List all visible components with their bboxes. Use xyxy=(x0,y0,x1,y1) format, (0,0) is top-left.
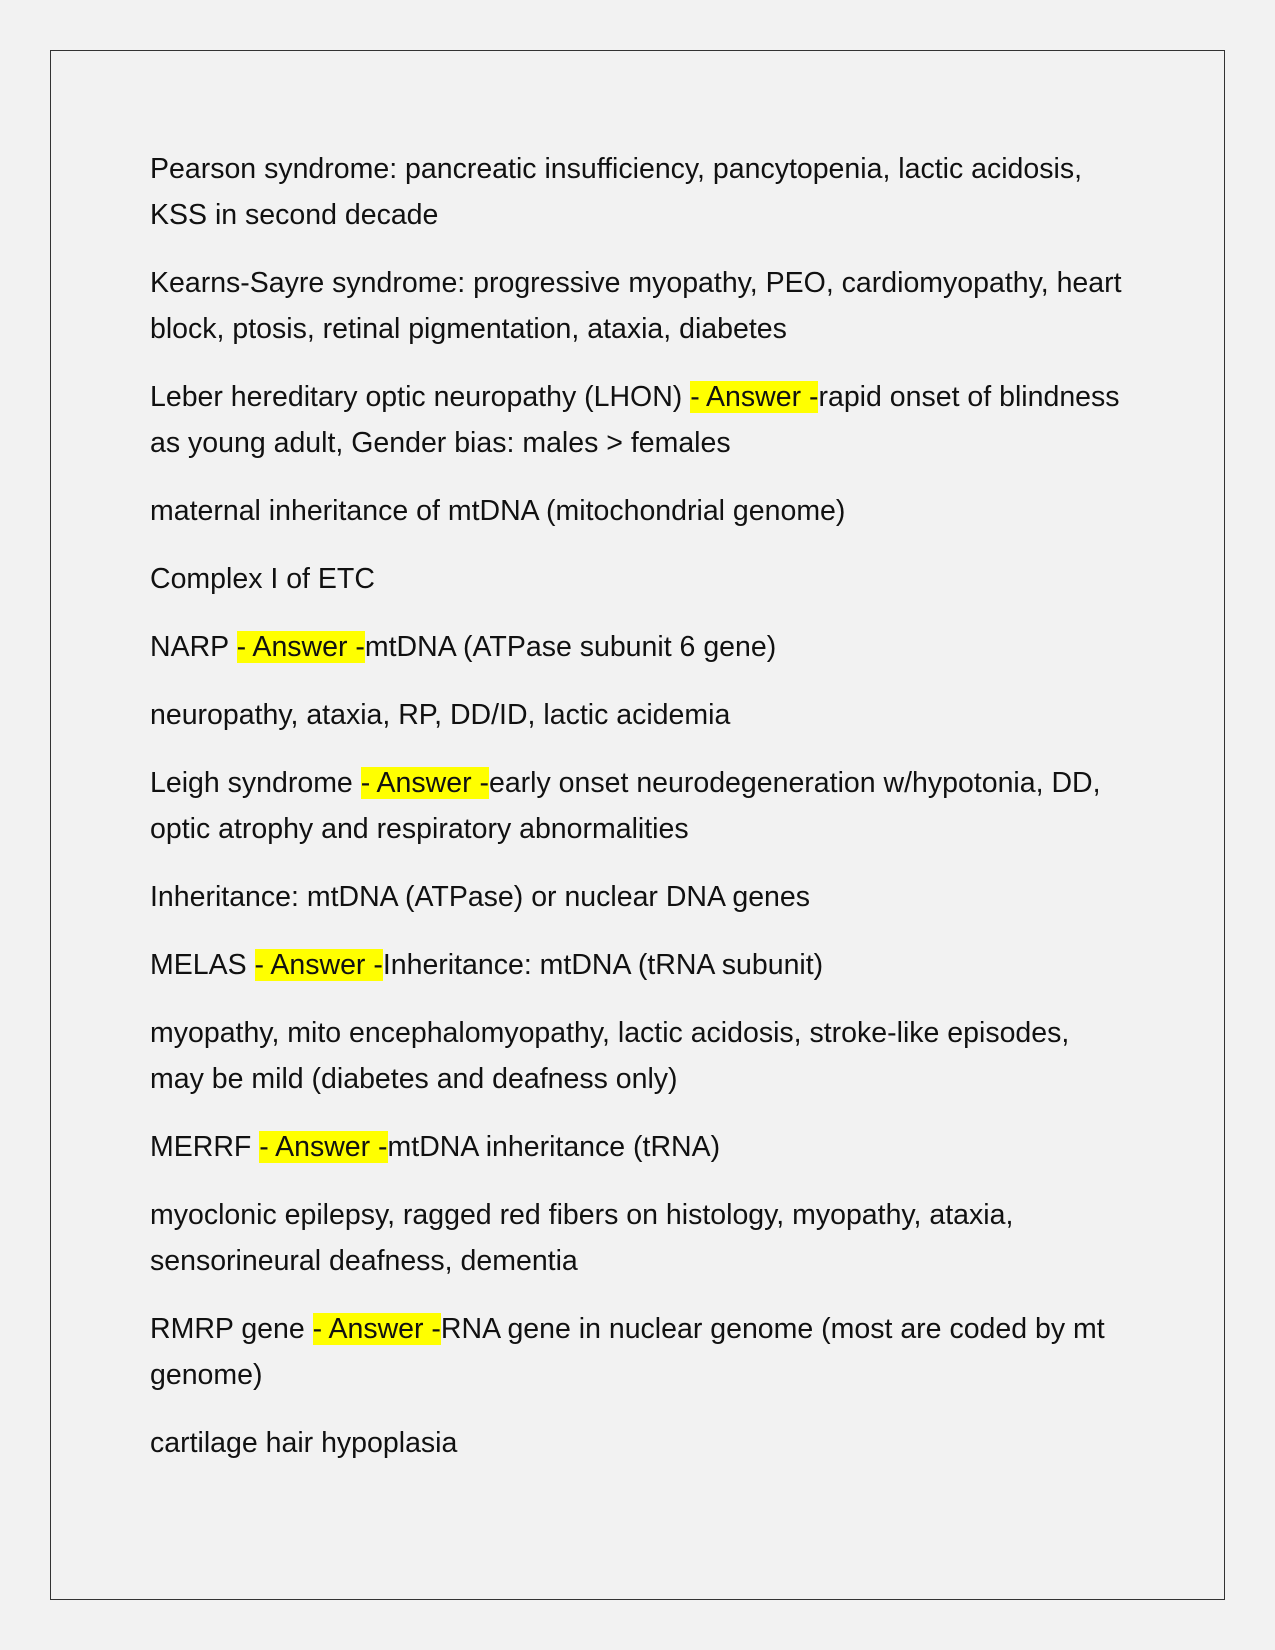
answer-marker-highlight: - Answer - xyxy=(254,949,383,981)
question-term: RMRP gene xyxy=(150,1313,313,1345)
paragraph-text: Kearns-Sayre syndrome: progressive myopathy, PEO, cardiomyopathy, heart block, ptosis, retinal pigmentation, ataxia, diabetes xyxy=(150,267,1122,345)
answer-marker-highlight: - Answer - xyxy=(259,1131,388,1163)
paragraph-text: Inheritance: mtDNA (ATPase) or nuclear DNA genes xyxy=(150,881,811,913)
paragraph-melas-features xyxy=(150,1010,1130,1102)
paragraph-maternal-inheritance xyxy=(150,488,1130,534)
answer-marker-highlight: - Answer - xyxy=(312,1313,441,1345)
paragraph-merrf xyxy=(150,1124,1130,1170)
answer-text: mtDNA (ATPase subunit 6 gene) xyxy=(364,631,777,663)
paragraph-text: Pearson syndrome: pancreatic insufficiency, pancytopenia, lactic acidosis, KSS in second decade xyxy=(150,153,1083,231)
paragraph-narp-features xyxy=(150,692,1130,738)
paragraph-melas xyxy=(150,942,1130,988)
answer-text: Inheritance: mtDNA (tRNA subunit) xyxy=(382,949,824,981)
paragraph-lhon xyxy=(150,374,1130,466)
paragraph-leigh-syndrome xyxy=(150,760,1130,852)
paragraph-pearson-syndrome xyxy=(150,146,1130,238)
paragraph-text: myoclonic epilepsy, ragged red fibers on histology, myopathy, ataxia, sensorineural deafness, dementia xyxy=(150,1199,1014,1277)
answer-marker-highlight: - Answer - xyxy=(236,631,365,663)
paragraph-rmrp-gene xyxy=(150,1306,1130,1398)
answer-marker-highlight: - Answer - xyxy=(360,767,489,799)
answer-text: RNA gene in nuclear genome (most are coded by mt genome) xyxy=(150,1313,1105,1391)
question-term: Leigh syndrome xyxy=(150,767,361,799)
paragraph-text: neuropathy, ataxia, RP, DD/ID, lactic acidemia xyxy=(150,699,731,731)
paragraph-text: myopathy, mito encephalomyopathy, lactic acidosis, stroke-like episodes, may be mild (diabetes and deafness only) xyxy=(150,1017,1070,1095)
question-term: NARP xyxy=(150,631,237,663)
paragraph-text: Complex I of ETC xyxy=(150,563,375,595)
question-term: MELAS xyxy=(150,949,255,981)
answer-marker-highlight: - Answer - xyxy=(690,381,819,413)
answer-text: rapid onset of blindness as young adult, Gender bias: males > females xyxy=(150,381,1120,459)
paragraph-text: cartilage hair hypoplasia xyxy=(150,1427,458,1459)
paragraph-text: maternal inheritance of mtDNA (mitochondrial genome) xyxy=(150,495,846,527)
paragraph-kearns-sayre-syndrome xyxy=(150,260,1130,352)
question-term: Leber hereditary optic neuropathy (LHON) xyxy=(150,381,691,413)
paragraph-leigh-inheritance xyxy=(150,874,1130,920)
paragraph-complex-i xyxy=(150,556,1130,602)
paragraph-cartilage-hair-hypoplasia xyxy=(150,1420,1130,1466)
answer-text: mtDNA inheritance (tRNA) xyxy=(387,1131,721,1163)
paragraph-merrf-features xyxy=(150,1192,1130,1284)
answer-text: early onset neurodegeneration w/hypotonia, DD, optic atrophy and respiratory abnormalities xyxy=(150,767,1101,845)
paragraph-narp xyxy=(150,624,1130,670)
document-body xyxy=(150,146,1130,1488)
question-term: MERRF xyxy=(150,1131,260,1163)
